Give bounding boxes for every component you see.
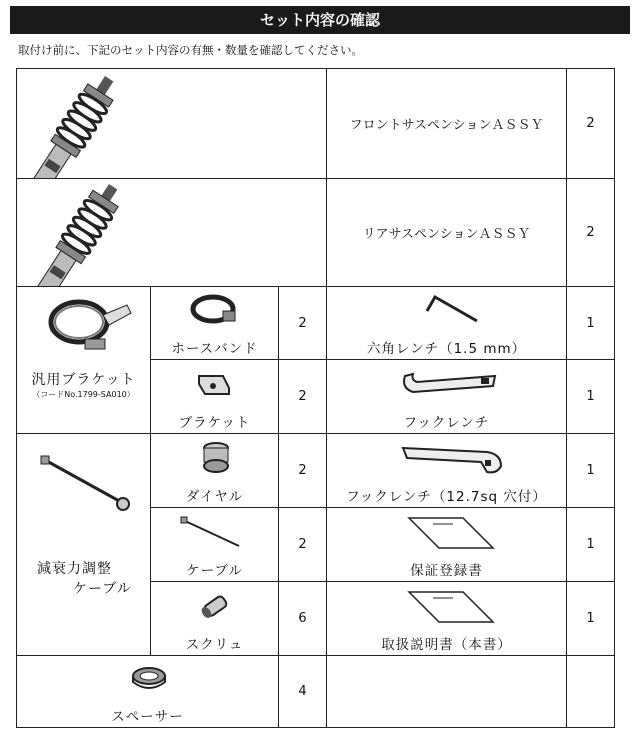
screw-cell <box>151 582 279 656</box>
rear-suspension-qty: 2 <box>567 179 615 287</box>
cable-name: ケーブル <box>186 563 243 579</box>
hex-wrench-illustration <box>417 293 487 327</box>
manual-cell <box>327 582 567 656</box>
page-title: セット内容の確認 <box>10 6 630 34</box>
manual-name: 取扱説明書（本書） <box>381 637 512 653</box>
screw-illustration <box>199 592 233 622</box>
dial-cell <box>151 434 279 508</box>
rear-suspension-name: リアサスペンションＡＳＳＹ <box>327 179 567 287</box>
damping-cable-name-line2: ケーブル <box>73 581 132 597</box>
bracket-name: ブラケット <box>178 415 251 431</box>
hook-wrench-hole-qty: 1 <box>567 434 615 508</box>
bracket-clamp-illustration <box>17 287 151 357</box>
dial-illustration <box>199 440 233 476</box>
table-row <box>17 179 615 287</box>
manual-illustration <box>403 588 499 626</box>
spacer-illustration <box>129 664 169 694</box>
hook-wrench-cell <box>327 360 567 434</box>
dial-qty: 2 <box>279 434 327 508</box>
hook-wrench-hole-illustration <box>397 438 509 480</box>
hose-band-qty: 2 <box>279 287 327 360</box>
empty-qty-cell <box>567 656 615 728</box>
front-suspension-image-cell <box>17 69 327 179</box>
intro-text: 取付け前に、下記のセット内容の有無・数量を確認してください。 <box>18 43 363 57</box>
table-row <box>17 69 615 179</box>
table-row <box>17 434 615 508</box>
spacer-qty: 4 <box>279 656 327 728</box>
bracket-group-name: 汎用ブラケット <box>31 372 136 388</box>
hook-wrench-name: フックレンチ <box>403 415 490 431</box>
warranty-card-illustration <box>403 514 499 552</box>
empty-cell <box>327 656 567 728</box>
hook-wrench-hole-cell <box>327 434 567 508</box>
screw-qty: 6 <box>279 582 327 656</box>
bracket-cell <box>151 360 279 434</box>
rear-suspension-illustration <box>17 180 327 286</box>
spacer-name: スペーサー <box>111 709 184 725</box>
front-suspension-illustration <box>17 70 327 178</box>
cable-illustration <box>179 516 249 550</box>
hook-wrench-illustration <box>397 366 507 406</box>
hook-wrench-hole-name: フックレンチ（12.7sq 穴付） <box>346 489 547 505</box>
damping-cable-name-line1: 減衰力調整 <box>37 561 112 577</box>
front-suspension-qty: 2 <box>567 69 615 179</box>
hose-band-name: ホースバンド <box>171 341 258 357</box>
dial-name: ダイヤル <box>185 489 244 505</box>
bracket-qty: 2 <box>279 360 327 434</box>
hose-band-illustration <box>187 289 243 329</box>
screw-name: スクリュ <box>185 637 244 653</box>
hose-band-cell <box>151 287 279 360</box>
warranty-cell <box>327 508 567 582</box>
front-suspension-name: フロントサスペンションＡＳＳＹ <box>327 69 567 179</box>
hook-wrench-qty: 1 <box>567 360 615 434</box>
damping-cable-illustration <box>37 454 137 514</box>
rear-suspension-image-cell <box>17 179 327 287</box>
manual-qty: 1 <box>567 582 615 656</box>
hex-wrench-name: 六角レンチ（1.5 mm） <box>366 341 527 357</box>
cable-cell <box>151 508 279 582</box>
hex-wrench-cell <box>327 287 567 360</box>
bracket-group-code: （コードNo.1799-SA010） <box>32 390 135 399</box>
hex-wrench-qty: 1 <box>567 287 615 360</box>
cable-qty: 2 <box>279 508 327 582</box>
table-row <box>17 656 615 728</box>
spacer-cell <box>17 656 279 728</box>
bracket-group-cell <box>17 287 151 434</box>
parts-table <box>16 68 615 728</box>
warranty-name: 保証登録書 <box>410 563 483 579</box>
warranty-qty: 1 <box>567 508 615 582</box>
damping-cable-group-cell <box>17 434 151 656</box>
table-row <box>17 287 615 360</box>
bracket-illustration <box>195 370 235 400</box>
